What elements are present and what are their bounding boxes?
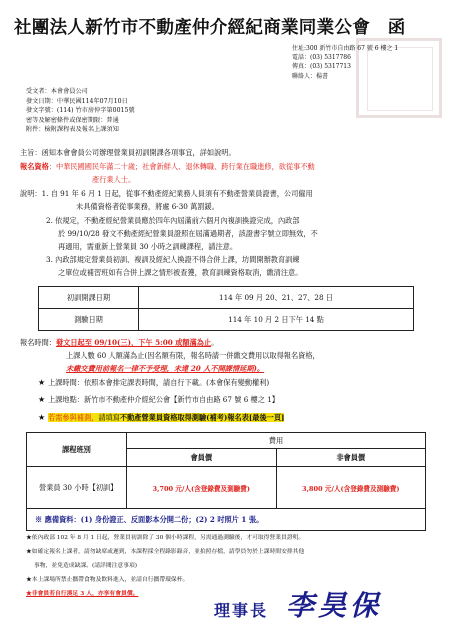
- member-price: 3,700 元/人(含登錄費及測驗費): [127, 467, 277, 509]
- bullet-text: 上課時間：依照本會排定課表時間，請自行下載。(本會保有變動權利): [48, 378, 270, 387]
- note-2c: 再適用，需重新上營業員 30 小時之訓練課程，請注意。: [58, 242, 238, 251]
- footer-note-2a: ★如確定報名上課者，請勿缺席或遲到，本課程採全程錄影錄音，並拍照存檔，請學員勿於上課時間安排其他: [26, 549, 305, 555]
- subject-line: 主旨：函知本會會員公司辦理營業員初訓開課各項事宜，詳如說明。: [20, 148, 236, 157]
- registration-line-2: 上課人數 60 人額滿為止(因名額有限，報名時請一併繳交費用以取得報名資格，: [66, 351, 320, 360]
- star-icon: ★: [38, 395, 46, 404]
- table-row: [27, 433, 426, 449]
- note-2b: 於 99/10/28 發文不動產經紀營業員證照在屆滿過期者，該證書字號立即無效，不: [58, 229, 318, 238]
- table-row: [27, 467, 426, 509]
- fax-text: 傳真：(03) 5317713: [292, 63, 351, 71]
- registration-period: 發文日起至 09/10(三)，下午 5:00 或額滿為止: [55, 338, 212, 347]
- recipient: 受文者：本會會員公司: [26, 88, 88, 95]
- eligibility-label: 報名資格: [20, 162, 49, 171]
- contact-person: 聯絡人：楊書: [292, 72, 329, 80]
- bullet-text: 上課地點：新竹市不動產仲介經紀公會【新竹市自由路 67 號 6 樓之 1】: [48, 395, 279, 404]
- schedule-label: 初訓開課日期: [39, 287, 139, 309]
- issue-date: 發文日期：中華民國114年07月10日: [26, 97, 128, 105]
- security-level: 密等及解密條件或保密期限：普通: [26, 116, 119, 124]
- eligibility-line: [20, 161, 315, 174]
- eligibility-text: ：中華民國國民年滿二十歲；社會新鮮人、退休轉職、跨行業在職進修，欲從事不動: [48, 162, 315, 171]
- meta-block: [26, 87, 135, 135]
- nonmember-header: 非會員價: [276, 449, 426, 467]
- footer-note-2b: 事物，並免造成缺課。(請詳閱注意事項): [34, 563, 138, 569]
- table-row: [39, 309, 414, 331]
- issue-number: 發文字號：(114) 竹市房仲字第0015號: [26, 107, 135, 115]
- retest-prefix: 若需參與補測，: [48, 413, 99, 422]
- table-row: [39, 287, 414, 309]
- note-3a: 3. 內政部規定營業員初訓、複訓及經紀人換證不得合併上課，坊間開辦教育訓練: [46, 255, 300, 264]
- member-header: 會員價: [127, 449, 277, 467]
- bullet-class-time: [38, 377, 269, 390]
- fee-table: [26, 432, 426, 531]
- note-1b: 未具備資格者從事業務，將處 6-30 萬罰鍰。: [76, 202, 219, 211]
- required-documents: [27, 509, 426, 531]
- note-3b: 之單位或補習班如有合併上課之情形被查獲，教育訓練資格取消，繳清注意。: [58, 268, 303, 277]
- contact-block: [292, 44, 422, 81]
- address-text: 住址:300 新竹市自由路 67 號 6 樓之 1: [292, 45, 399, 52]
- registration-end: 。: [211, 338, 219, 347]
- note-1a: 說明：1. 自 91 年 6 月 1 日起，從事不動產經紀業務人員須有不動產營業員證書，公司僱用: [20, 189, 313, 198]
- document-title: 社團法人新竹市不動產仲介經紀商業同業公會 函: [14, 18, 406, 38]
- fee-header: 費用: [127, 433, 426, 449]
- star-icon: ★: [38, 413, 46, 422]
- star-icon: ★: [38, 378, 46, 387]
- schedule-value: 114 年 10 月 2 日下午 14 點: [139, 309, 414, 331]
- registration-line: [20, 337, 218, 350]
- eligibility-line-2: 產行業人士。: [92, 175, 136, 184]
- course-name: 營業員 30 小時【初訓】: [27, 467, 127, 509]
- registration-label: 報名時間：: [20, 338, 56, 347]
- chairman-label: 理事長: [214, 601, 269, 620]
- footer-note-3: ★本上課場所禁止攜帶食物及飲料進入，並請自行攜帶環保杯。: [26, 577, 189, 583]
- schedule-table: [38, 286, 414, 331]
- footer-note-4: ★非會員若自行湊足 3 人，亦享有會員價。: [26, 591, 139, 597]
- retest-form: 不動產營業員資格取得測驗(補考)報名表[最後一頁]: [119, 413, 285, 422]
- nonmember-price: 3,800 元/人(含登錄費及測驗費): [276, 467, 426, 509]
- table-row: [27, 509, 426, 531]
- footer-note-1: ★依內政部 102 年 8 月 1 日起，營業員初訓除了 30 個小時課程，另需通過測驗後，才可取得營業員證明。: [26, 535, 305, 541]
- chairman-signature: 李昊保: [286, 589, 383, 622]
- bullet-retest: [38, 412, 284, 425]
- phone-text: 電話：(03) 5317786: [292, 54, 351, 62]
- schedule-label: 測驗日期: [39, 309, 139, 331]
- schedule-value: 114 年 09 月 20、21、27、28 日: [139, 287, 414, 309]
- registration-warning: 未繳交費用前報名一律不予受理，未達 20 人不開課情延期)。: [66, 364, 265, 373]
- course-header: 課程班別: [27, 433, 127, 467]
- note-2a: 2. 依規定，不動產經紀營業員應於四年內屆滿前六個月內複訓換證完成，內政部: [46, 216, 300, 225]
- bullet-text: [48, 413, 284, 422]
- attachment: 附件：檢附課程表及報名上課須知: [26, 126, 119, 134]
- bullet-class-location: [38, 394, 279, 407]
- retest-mid: 請填寫: [98, 413, 120, 422]
- documents-text: ※ 應備資料：(1) 身份證正、反面影本分開二份；(2) 2 吋照片 1 張。: [35, 514, 264, 524]
